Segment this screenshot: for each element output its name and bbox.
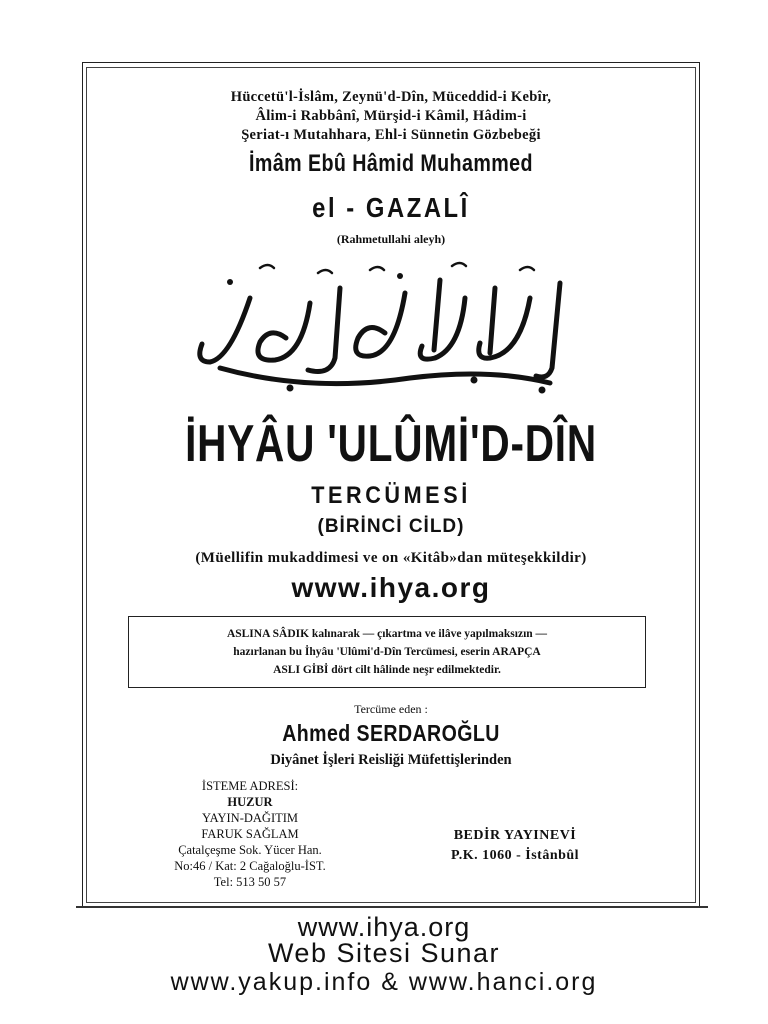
order-street: Çatalçeşme Sok. Yücer Han.	[178, 843, 322, 857]
contents-note: (Müellifin mukaddimesi ve on «Kitâb»dan müteşekkildir)	[195, 550, 587, 566]
publisher-block	[405, 826, 625, 866]
author-name: İmâm Ebû Hâmid Muhammed	[249, 150, 533, 177]
blessing-text: (Rahmetullahi aleyh)	[336, 232, 446, 246]
publisher-address: P.K. 1060 - İstânbûl	[450, 848, 580, 863]
translator-name: Ahmed SERDAROĞLU	[282, 720, 500, 746]
notice-line: ASLI GİBİ dört cilt hâlinde neşr edilmektedir.	[273, 664, 501, 676]
arabic-calligraphy-title	[190, 258, 590, 398]
translator-label: Tercüme eden :	[354, 702, 428, 716]
footer-website[interactable]: www.ihya.org	[297, 912, 471, 942]
footer-tagline: Web Sitesi Sunar	[267, 938, 501, 968]
website-link[interactable]: www.ihya.org	[291, 572, 491, 603]
book-title: İHYÂU 'ULÛMİ'D-DÎN	[185, 415, 597, 473]
footer-divider	[76, 906, 708, 908]
translator-title: Diyânet İşleri Reisliği Müfettişlerinden	[270, 752, 512, 768]
order-company: HUZUR	[227, 795, 273, 809]
faithful-translation-notice	[128, 616, 646, 688]
notice-line: ASLINA SÂDIK kalınarak — çıkartma ve ilâve yapılmaksızın —	[226, 628, 548, 640]
author-epithets	[86, 88, 696, 145]
order-person: FARUK SAĞLAM	[201, 827, 299, 841]
order-address-label: İSTEME ADRESİ:	[201, 779, 299, 793]
order-building: No:46 / Kat: 2 Cağaloğlu-İST.	[174, 859, 326, 873]
volume-label: (BİRİNCİ CİLD)	[317, 516, 465, 537]
publisher-name: BEDİR YAYINEVİ	[453, 828, 577, 843]
book-subtitle: TERCÜMESİ	[311, 482, 471, 509]
notice-line: hazırlanan bu İhyâu 'Ulûmi'd-Dîn Tercümesi, eserin ARAPÇA	[233, 646, 541, 658]
order-phone: Tel: 513 50 57	[213, 875, 287, 889]
epithet-line: Şeriat-ı Mutahhara, Ehl-i Sünnetin Gözbebeği	[241, 127, 541, 143]
footer-partner-sites[interactable]: www.yakup.info & www.hanci.org	[170, 968, 598, 996]
epithet-line: Âlim-i Rabbânî, Mürşid-i Kâmil, Hâdim-i	[255, 108, 527, 124]
order-address	[150, 778, 350, 890]
order-division: YAYIN-DAĞITIM	[201, 811, 299, 825]
author-surname: el - GAZALÎ	[312, 192, 470, 223]
epithet-line: Hüccetü'l-İslâm, Zeynü'd-Dîn, Müceddid-i Kebîr,	[230, 89, 552, 105]
